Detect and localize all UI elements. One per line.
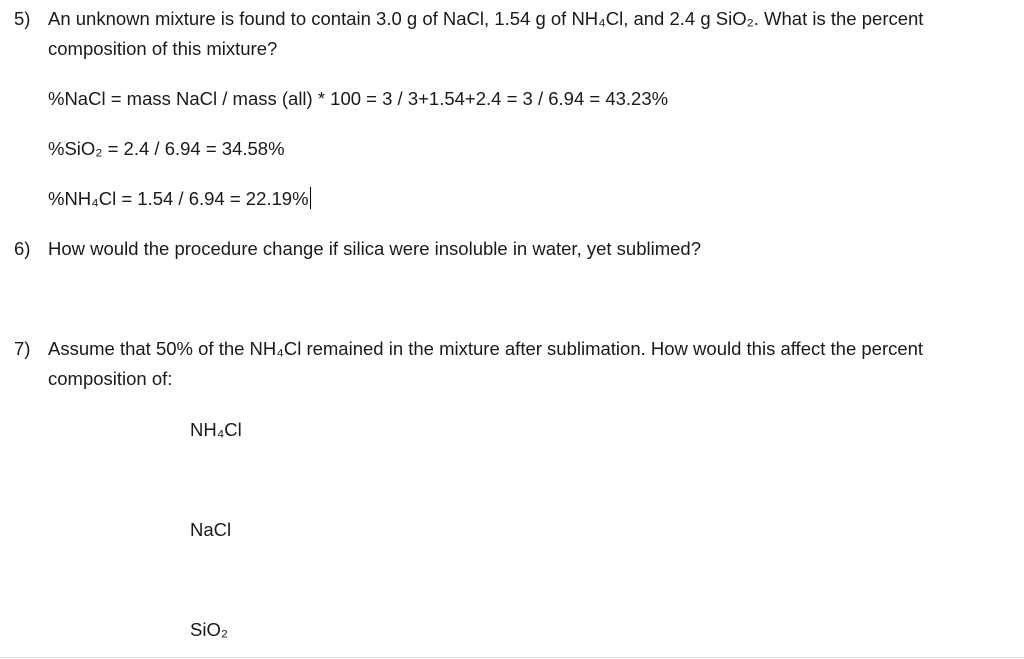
question-6-line-1: How would the procedure change if silica were insoluble in water, yet sublimed? — [48, 238, 701, 259]
question-5-number: 5) — [14, 8, 31, 29]
q7-item-sio2: SiO₂ — [190, 619, 229, 640]
answer-nh4cl-percent: %NH₄Cl = 1.54 / 6.94 = 22.19% — [48, 188, 309, 209]
answer-sio2-percent: %SiO₂ = 2.4 / 6.94 = 34.58% — [48, 138, 285, 159]
text-cursor — [310, 187, 311, 209]
q7-item-nh4cl: NH₄Cl — [190, 419, 242, 440]
answer-nacl-percent: %NaCl = mass NaCl / mass (all) * 100 = 3 / 3+1.54+2.4 = 3 / 6.94 = 43.23% — [48, 88, 669, 109]
question-7-line-1: Assume that 50% of the NH₄Cl remained in the mixture after sublimation. How would this affect the percent — [48, 338, 924, 359]
answer-nh4cl-line[interactable] — [48, 184, 311, 214]
question-5-line-1: An unknown mixture is found to contain 3.0 g of NaCl, 1.54 g of NH₄Cl, and 2.4 g SiO₂. What is the percent — [48, 8, 924, 29]
q7-item-nacl: NaCl — [190, 519, 232, 540]
question-7-number: 7) — [14, 338, 31, 359]
question-7-line-2: composition of: — [48, 368, 173, 389]
question-5-line-2: composition of this mixture? — [48, 38, 278, 59]
question-6-number: 6) — [14, 238, 31, 259]
page-bottom-divider — [0, 657, 1024, 658]
